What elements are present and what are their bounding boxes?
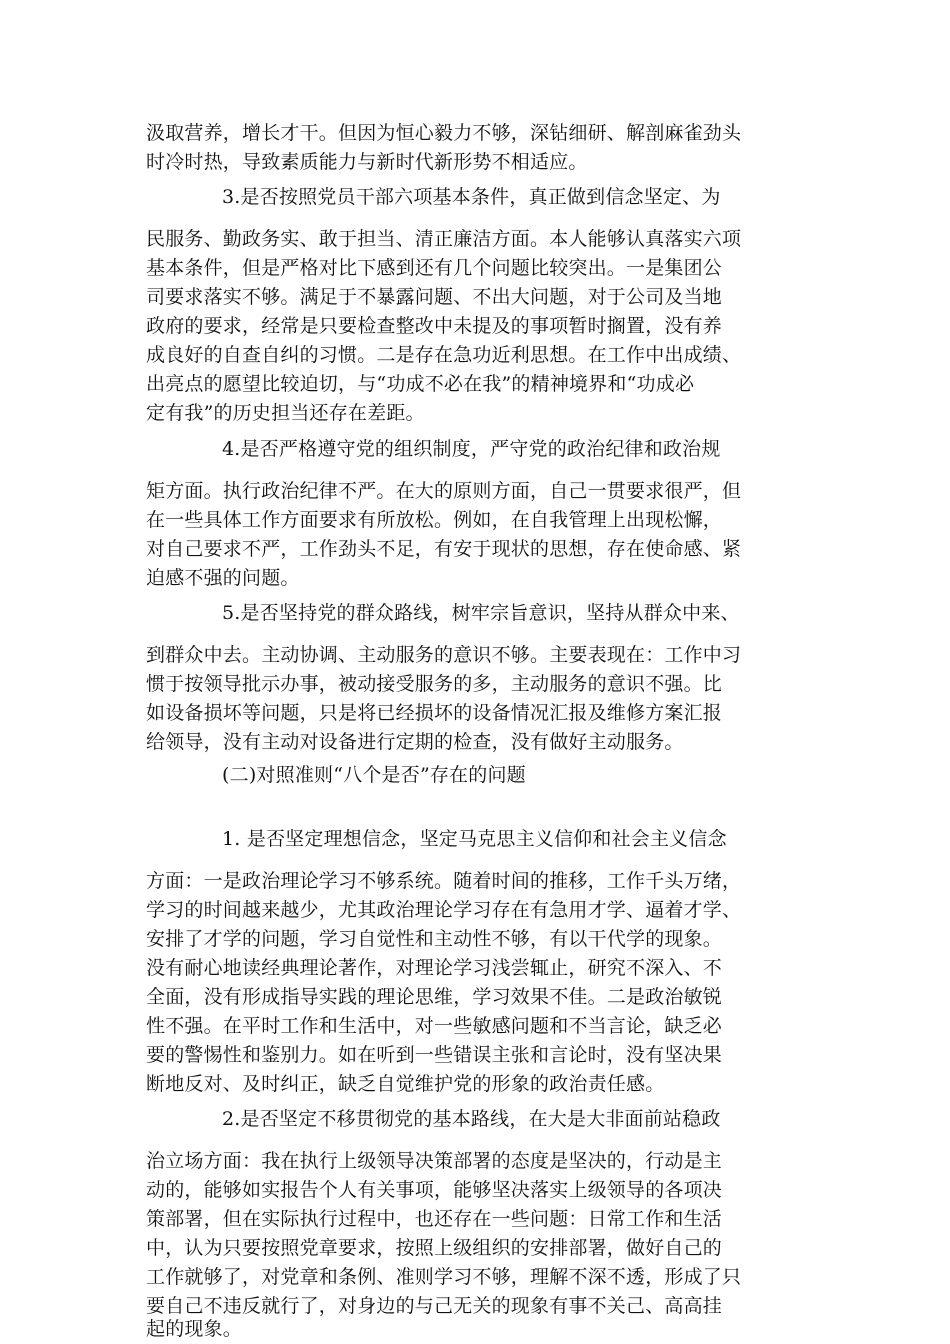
body-text-line: 出亮点的愿望比较迫切，与“功成不必在我”的精神境界和“功成必 (146, 373, 695, 395)
body-text-line: 中，认为只要按照党章要求，按照上级组织的安排部署，做好自己的 (146, 1237, 723, 1259)
body-text-line: 定有我”的历史担当还存在差距。 (146, 402, 425, 424)
body-text-line: 如设备损坏等问题，只是将已经损坏的设备情况汇报及维修方案汇报 (146, 702, 723, 724)
item-heading-4: 4.是否严格遵守党的组织制度，严守党的政治纪律和政治规 (222, 438, 721, 460)
section-heading-2: (二)对照准则“八个是否”存在的问题 (222, 764, 526, 786)
body-text-line: 起的现象。 (146, 1318, 243, 1340)
body-text-line: 汲取营养，增长才干。但因为恒心毅力不够，深钻细研、解剖麻雀劲头 (146, 122, 742, 144)
body-text-line: 基本条件，但是严格对比下感到还有几个问题比较突出。一是集团公 (146, 257, 723, 279)
item-heading-2: 2.是否坚定不移贯彻党的基本路线，在大是大非面前站稳政 (222, 1108, 721, 1130)
body-text-line: 民服务、勤政务实、敢于担当、清正廉洁方面。本人能够认真落实六项 (146, 228, 742, 250)
item-heading-3: 3.是否按照党员干部六项基本条件，真正做到信念坚定、为 (222, 186, 721, 208)
body-text-line: 政府的要求，经常是只要检查整改中未提及的事项暂时搁置，没有养 (146, 315, 723, 337)
body-text-line: 迫感不强的问题。 (146, 567, 300, 589)
body-text-line: 矩方面。执行政治纪律不严。在大的原则方面，自己一贯要求很严，但 (146, 480, 742, 502)
body-text-line: 治立场方面：我在执行上级领导决策部署的态度是坚决的，行动是主 (146, 1150, 723, 1172)
body-text-line: 成良好的自查自纠的习惯。二是存在急功近利思想。在工作中出成绩、 (146, 344, 742, 366)
body-text-line: 司要求落实不够。满足于不暴露问题、不出大问题，对于公司及当地 (146, 286, 723, 308)
body-text-line: 工作就够了，对党章和条例、准则学习不够，理解不深不透，形成了只 (146, 1266, 742, 1288)
body-text-line: 要自己不违反就行了，对身边的与己无关的现象有事不关己、高高挂 (146, 1295, 723, 1317)
body-text-line: 全面，没有形成指导实践的理论思维，学习效果不佳。二是政治敏锐 (146, 986, 723, 1008)
body-text-line: 策部署，但在实际执行过程中，也还存在一些问题：日常工作和生活 (146, 1208, 723, 1230)
body-text-line: 没有耐心地读经典理论著作，对理论学习浅尝辄止，研究不深入、不 (146, 957, 723, 979)
body-text-line: 时冷时热，导致素质能力与新时代新形势不相适应。 (146, 151, 588, 173)
body-text-line: 给领导，没有主动对设备进行定期的检查，没有做好主动服务。 (146, 731, 684, 753)
body-text-line: 学习的时间越来越少，尤其政治理论学习存在有急用才学、逼着才学、 (146, 899, 742, 921)
body-text-line: 在一些具体工作方面要求有所放松。例如，在自我管理上出现松懈， (146, 509, 723, 531)
body-text-line: 安排了才学的问题，学习自觉性和主动性不够，有以干代学的现象。 (146, 928, 723, 950)
body-text-line: 到群众中去。主动协调、主动服务的意识不够。主要表现在：工作中习 (146, 644, 742, 666)
item-heading-1: 1. 是否坚定理想信念，坚定马克思主义信仰和社会主义信念 (222, 828, 727, 850)
body-text-line: 性不强。在平时工作和生活中，对一些敏感问题和不当言论，缺乏必 (146, 1015, 723, 1037)
item-heading-5: 5.是否坚持党的群众路线，树牢宗旨意识，坚持从群众中来、 (222, 602, 740, 624)
body-text-line: 对自己要求不严，工作劲头不足，有安于现状的思想，存在使命感、紧 (146, 538, 742, 560)
body-text-line: 动的，能够如实报告个人有关事项，能够坚决落实上级领导的各项决 (146, 1179, 723, 1201)
body-text-line: 惯于按领导批示办事，被动接受服务的多，主动服务的意识不强。比 (146, 673, 723, 695)
body-text-line: 要的警惕性和鉴别力。如在听到一些错误主张和言论时，没有坚决果 (146, 1044, 723, 1066)
body-text-line: 断地反对、及时纠正，缺乏自觉维护党的形象的政治责任感。 (146, 1073, 665, 1095)
body-text-line: 方面：一是政治理论学习不够系统。随着时间的推移，工作千头万绪， (146, 870, 742, 892)
